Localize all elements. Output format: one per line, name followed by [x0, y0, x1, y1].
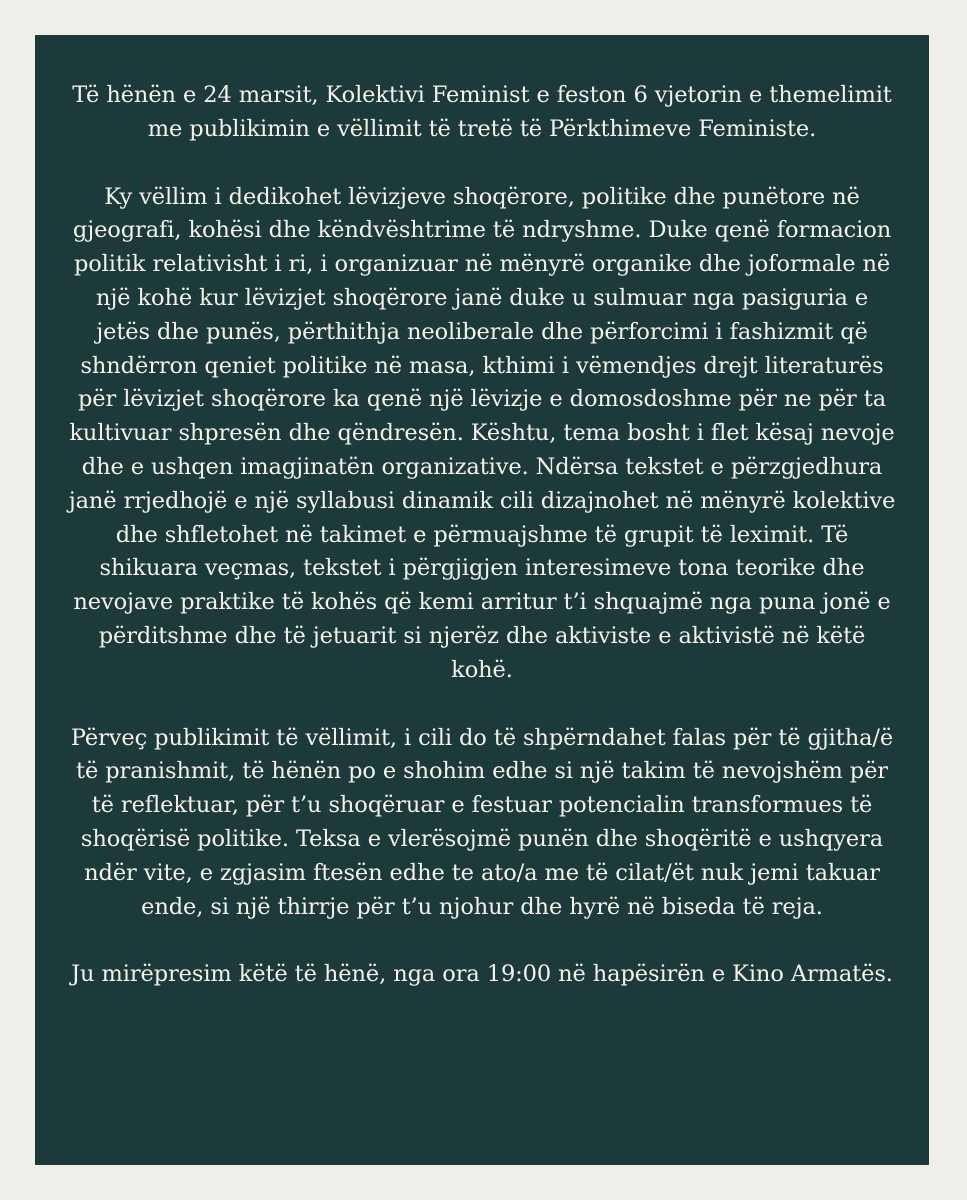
paragraph-spacer — [67, 688, 897, 722]
intro-paragraph: Të hënën e 24 marsit, Kolektivi Feminist e feston 6 vjetorin e themelimit me publikimin e vëllimit të tretë të Përkthimeve Feministe. — [72, 82, 892, 142]
event-purpose-paragraph: Përveç publikimit të vëllimit, i cili do të shpërndahet falas për të gjitha/ë të pranishmit, të hënën po e shohim edhe si një takim të nevojshëm për të reflektuar, për t’u shoqëruar e festuar potencialin transformues të shoqërisë politike. Teksa e vlerësojmë punën dhe shoqëritë e ushqyera ndër vite, e zgjasim ftesën edhe te ato/a me të cilat/ët nuk jemi takuar ende, si një thirrje për t’u njohur dhe hyrë në biseda të reja. — [70, 724, 894, 920]
paragraph-spacer — [67, 147, 897, 181]
invitation-paragraph: Ju mirëpresim këtë të hënë, nga ora 19:00 në hapësirën e Kino Armatës. — [71, 961, 893, 988]
volume-description-paragraph: Ky vëllim i dedikohet lëvizjeve shoqërore, politike dhe punëtore në gjeografi, kohësi dhe këndvështrime të ndryshme. Duke qenë formacion politik relativisht i ri, i organizuar në mënyrë organike dhe joformale në një kohë kur lëvizjet shoqërore janë duke u sulmuar nga pasiguria e jetës dhe punës, përthithja neoliberale dhe përforcimi i fashizmit që shndërron qeniet politike në masa, kthimi i vëmendjes drejt literaturës për lëvizjet shoqërore ka qenë një lëvizje e domosdoshme për ne për ta kultivuar shpresën dhe qëndresën. Kështu, tema bosht i flet kësaj nevoje dhe e ushqen imagjinatën organizative. Ndërsa tekstet e përzgjedhura janë rrjedhojë e një syllabusi dinamik cili dizajnohet në mënyrë kolektive dhe shfletohet në takimet e përmuajshme të grupit të leximit. Të shikuara veçmas, tekstet i përgjigjen interesimeve tona teorike dhe nevojave praktike të kohës që kemi arritur t’i shquajmë nga puna jonë e përditshme dhe të jetuarit si njerëz dhe aktiviste e aktivistë në këtë kohë. — [68, 183, 896, 683]
announcement-panel — [35, 35, 929, 1165]
paragraph-spacer — [67, 924, 897, 958]
